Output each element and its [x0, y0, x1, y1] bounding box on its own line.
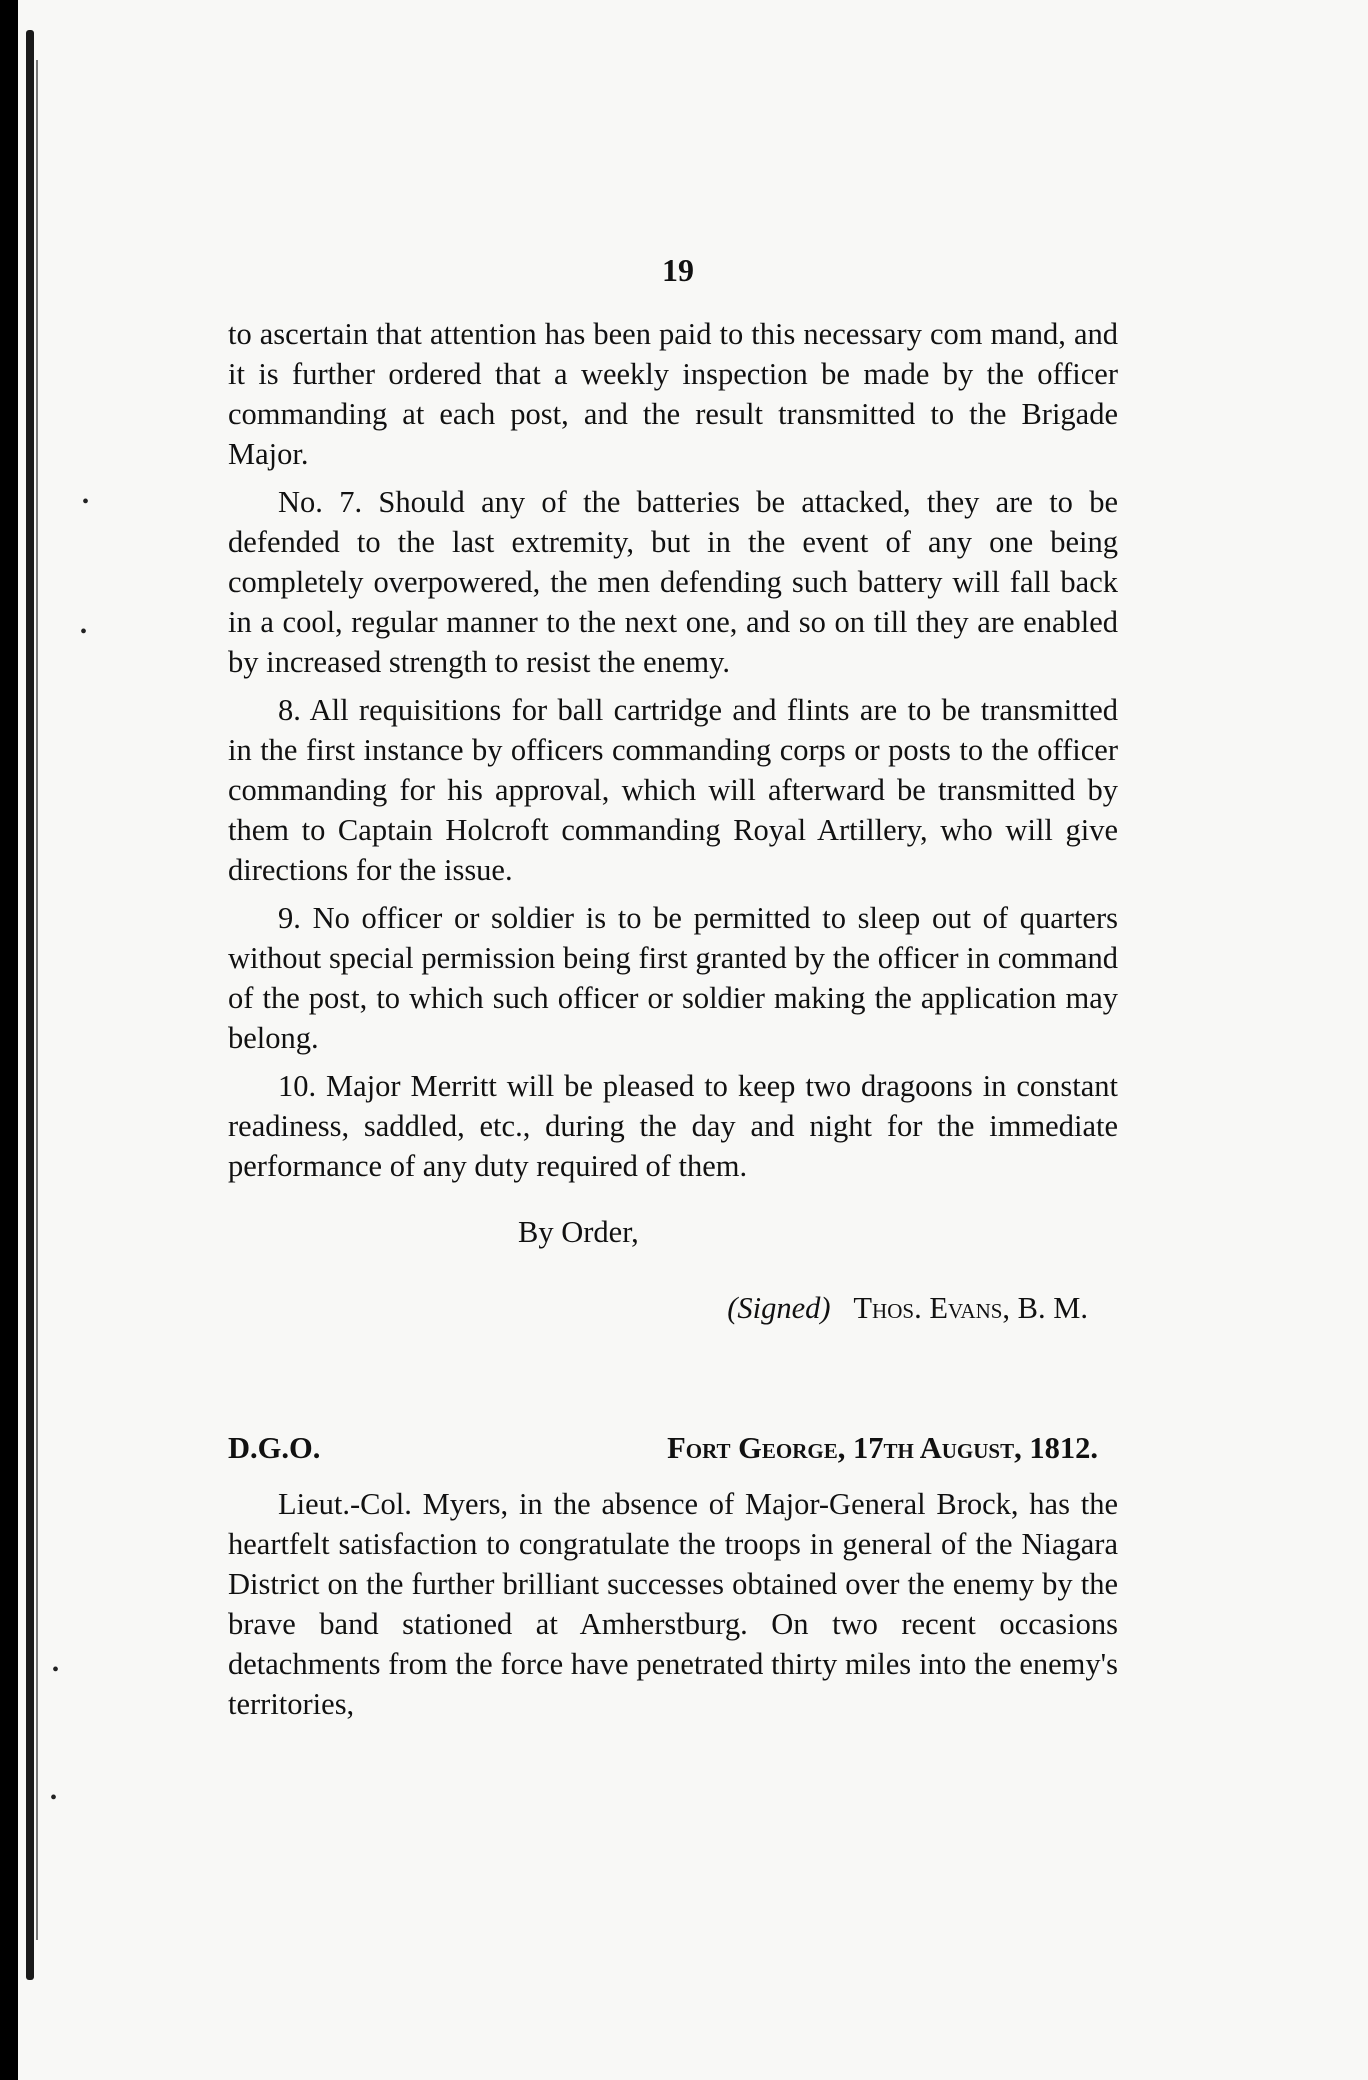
paragraph-order-10: 10. Major Merritt will be pleased to keep two dragoons in constant readiness, saddled, etc., during the day and night for the immediate performance of any duty required of them.	[228, 1069, 1118, 1183]
paragraph-myers: Lieut.-Col. Myers, in the absence of Major-General Brock, has the heartfelt satisfaction to congratulate the troops in general of the Niagara District on the further brilliant successes obtained over the enemy by the brave band stationed at Amherstburg. On two recent occasions detachments from the force have penetrated thirty miles into the enemy's territories,	[228, 1487, 1118, 1721]
signature-line	[228, 1288, 1088, 1328]
paragraph-order-7: No. 7. Should any of the batteries be attacked, they are to be defended to the last extremity, but in the event of any one being completely overpowered, the men defending such battery will fall back in a cool, regular manner to the next one, and so on till they are enabled by increased strength to resist the enemy.	[228, 485, 1118, 679]
paragraph-continuation: to ascertain that attention has been paid to this necessary com mand, and it is further ordered that a weekly inspection be made by the officer commanding at each post, and the result transmitted to the Brigade Major.	[228, 317, 1118, 471]
by-order: By Order,	[518, 1215, 639, 1249]
margin-dot: •	[82, 491, 90, 513]
order-heading	[228, 1428, 1098, 1468]
page-number: 19	[662, 252, 694, 288]
order-place-date: Fort George, 17th August, 1812.	[667, 1431, 1098, 1465]
signed-label: (Signed)	[727, 1291, 831, 1325]
binding-edge	[26, 30, 34, 1980]
order-code: D.G.O.	[228, 1431, 321, 1465]
paragraph-order-9: 9. No officer or soldier is to be permitted to sleep out of quarters without special permission being first granted by the officer in command of the post, to which such officer or soldier making the application may belong.	[228, 901, 1118, 1055]
margin-dot: •	[50, 1787, 58, 1809]
margin-dot: •	[80, 621, 88, 643]
binding-edge-line	[36, 60, 38, 1940]
page-content	[228, 250, 1118, 1732]
margin-dot: •	[52, 1659, 60, 1681]
paragraph-order-8: 8. All requisitions for ball cartridge and flints are to be transmitted in the first instance by officers commanding corps or posts to the officer commanding for his approval, which will afterward be transmitted by them to Captain Holcroft commanding Royal Artillery, who will give directions for the issue.	[228, 693, 1118, 887]
signed-name: Thos. Evans, B. M.	[853, 1291, 1088, 1325]
